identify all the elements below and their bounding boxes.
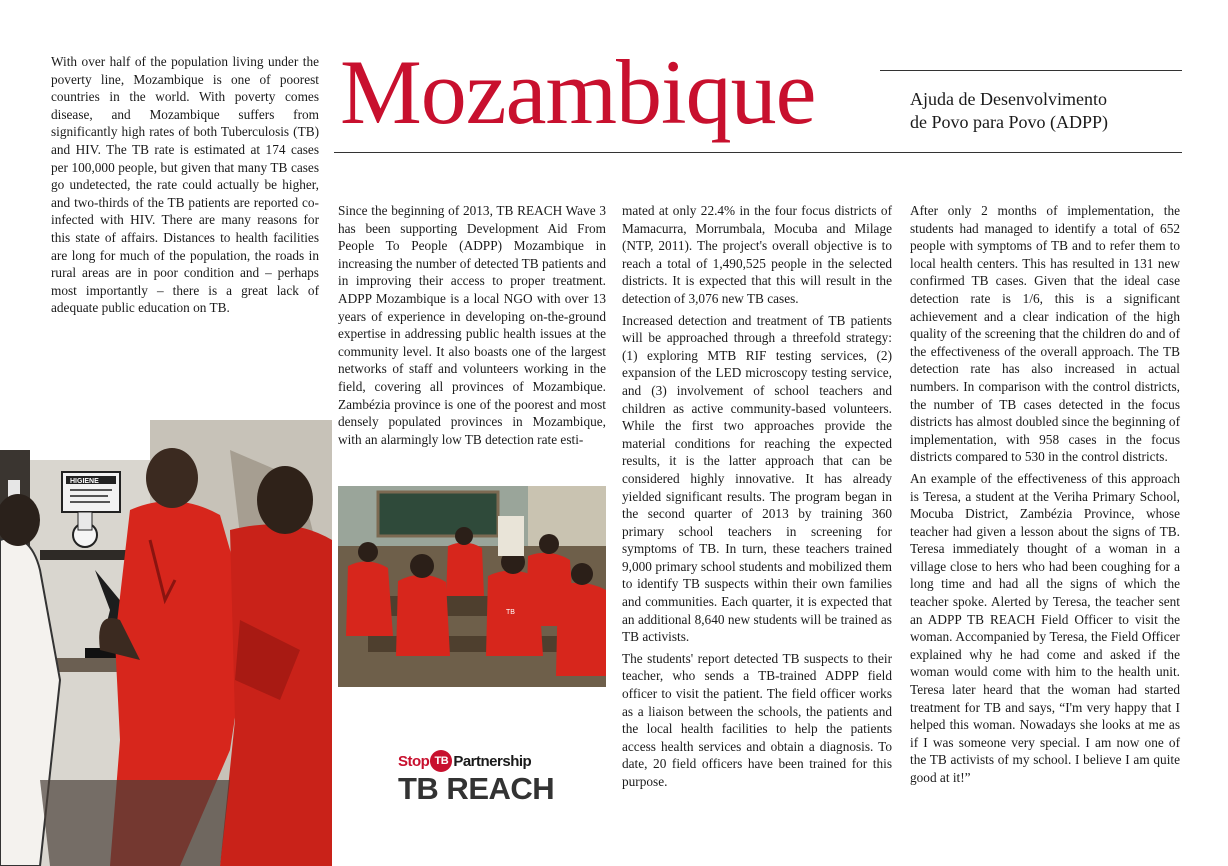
column-3-paragraph-2: An example of the effectiveness of this approach is Teresa, a student at the Veriha Primary School, Mocuba District, Zambézia Province, whose teacher had given a lesson about the signs of TB. Teresa immediately thought of a woman in a village close to hers who had been coughing for a long time and had all the signs of which the teacher spoke. Alerted by Teresa, the teacher sent an ADPP TB REACH Field Officer to visit the woman. Accompanied by Teresa, the Field Officer explained why he had come and asked if the woman would come with him to the health unit. Teresa later heard that the woman had started treatment for TB and says, “I'm very happy that I helped this woman. Nowadays she looks at me as if I was someone very special. I am now one of the TB activists of my school. I believe I am quite good at it!” xyxy=(910,470,1180,785)
subtitle-line-2: de Povo para Povo (ADPP) xyxy=(910,112,1108,132)
intro-text: With over half of the population living under the poverty line, Mozambique is one of poorest countries in the world. With poverty comes disease, and Mozambique suffers from significantly high rates of both Tuberculosis (TB) and HIV. The TB rate is estimated at 174 cases per 100,000 people, but given that many TB cases go undetected, the rate could actually be higher, and two-thirds of the TB patients are reported co-infected with HIV. There are many reasons for this state of affairs. Distances to health facilities are long for much of the population, the roads in rural areas are in poor condition and – perhaps most importantly – there is a great lack of adequate public education on TB. xyxy=(51,54,319,316)
page-title: Mozambique xyxy=(340,41,816,143)
article-column-3 xyxy=(910,202,1180,791)
subtitle-line-1: Ajuda de Desenvolvimento xyxy=(910,89,1107,109)
column-2-paragraph-3: The students' report detected TB suspects to their teacher, who sends a TB-trained ADPP field officer to visit the patient. The field officer works as a liaison between the schools, the patients and the local health facilities to help the patients access health services and obtain a diagnosis. To date, 20 field officers have been trained for this purpose. xyxy=(622,650,892,789)
stop-tb-partnership-logo xyxy=(398,750,555,806)
column-3-paragraph-1: After only 2 months of implementation, the students had managed to identify a total of 652 people with symptoms of TB and to refer them to local health centers. This has resulted in 131 new confirmed TB cases. Given that the ideal case detection rate is 1/6, this is a significant achievement and a clear indication of the high quality of the screening that the children do and of the effectiveness of the overall approach. The TB detection rate has also increased in actual numbers. In comparison with the control districts, the number of TB cases detected in the focus districts has almost doubled since the beginning of implementation, with 958 cases in the focus districts compared to 530 in the control districts. xyxy=(910,203,1180,465)
article-column-1 xyxy=(338,202,606,452)
logo-tb-circle-icon: TB xyxy=(430,750,452,772)
column-2-paragraph-1: mated at only 22.4% in the four focus districts of Mamacurra, Morrumbala, Mocuba and Milage (NTP, 2011). The project's overall objective is to reach a total of 1,490,525 people in the selected districts. It is expected that this will result in the detection of 3,076 new TB cases. xyxy=(622,203,892,306)
shirt-text: TB xyxy=(506,609,515,616)
column-1-paragraph: Since the beginning of 2013, TB REACH Wave 3 has been supporting Development Aid From People To People (ADPP) Mozambique in increasing the number of detected TB patients and in improving their access to proper treatment. ADPP Mozambique is a local NGO with over 13 years of experience in developing on-the-ground expertise in addressing public health issues at the community level. It also boasts one of the largest networks of staff and volunteers working in the field, covering all provinces of Mozambique. Zambézia province is one of the poorest and most densely populated provinces in Mozambique, with an alarmingly low TB detection rate esti- xyxy=(338,203,606,447)
logo-top-line xyxy=(398,750,546,772)
classroom-photo xyxy=(338,486,606,687)
intro-paragraph xyxy=(51,53,319,321)
title-rule-bottom xyxy=(334,152,1182,153)
logo-partnership: Partnership xyxy=(453,752,532,770)
lab-sign-text: HIGIENE xyxy=(70,478,99,485)
article-column-2 xyxy=(622,202,892,795)
logo-tb-reach: TB REACH xyxy=(398,771,555,806)
lab-workers-illustration xyxy=(0,420,332,866)
column-2-paragraph-2: Increased detection and treatment of TB patients will be approached through a threefold strategy: (1) exploring MTB RIF testing services, (2) expansion of the LED microscopy testing service, and (3) involvement of school teachers and children as active community-based volunteers. While the first two approaches provide the material conditions for reaching the expected results, it is the latter approach that can be considered highly innovative. It has already yielded significant results. The program began in the second quarter of 2013 by training 360 primary school teachers in screening for symptoms of TB. In turn, these teachers trained 9,000 primary school students and mobilized them to identify TB suspects within their own families and communities. Each quarter, it is expected that an additional 8,640 new students will be trained as TB activists. xyxy=(622,312,892,645)
title-rule-top xyxy=(880,70,1182,71)
logo-stop: Stop xyxy=(398,752,430,770)
subtitle xyxy=(910,88,1108,134)
